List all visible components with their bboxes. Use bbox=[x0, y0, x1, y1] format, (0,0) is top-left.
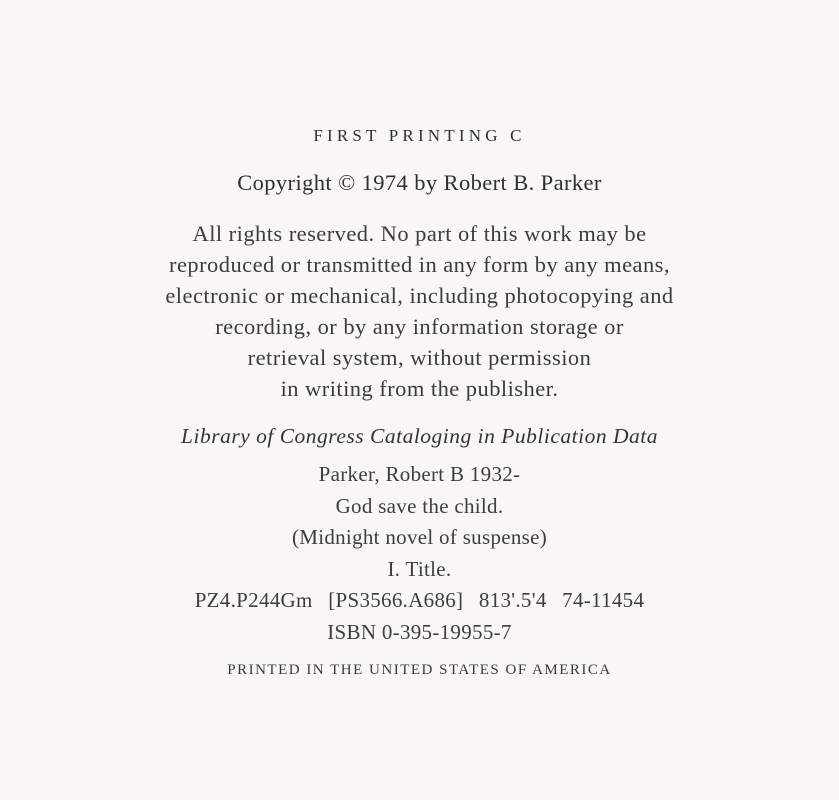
rights-reserved-paragraph bbox=[0, 218, 839, 404]
cataloging-isbn-line: ISBN 0-395-19955-7 bbox=[327, 619, 512, 644]
rights-line: electronic or mechanical, including photocopying and bbox=[165, 283, 674, 308]
first-printing-line: FIRST PRINTING C bbox=[313, 126, 526, 145]
cataloging-subject-line: I. Title. bbox=[387, 556, 452, 581]
rights-line: recording, or by any information storage or bbox=[215, 314, 624, 339]
copyright-notice: Copyright © 1974 by Robert B. Parker bbox=[237, 170, 602, 195]
rights-line: All rights reserved. No part of this work may be bbox=[192, 221, 647, 246]
rights-line: in writing from the publisher. bbox=[280, 376, 559, 401]
cataloging-classification-line: PZ4.P244Gm [PS3566.A686] 813'.5'4 74-11454 bbox=[194, 588, 645, 612]
cataloging-series-line: (Midnight novel of suspense) bbox=[291, 525, 548, 549]
cataloging-author-line: Parker, Robert B 1932- bbox=[318, 462, 521, 486]
cataloging-heading: Library of Congress Cataloging in Publication Data bbox=[181, 424, 658, 448]
printed-in-line: PRINTED IN THE UNITED STATES OF AMERICA bbox=[227, 662, 612, 678]
cataloging-data-block bbox=[0, 459, 839, 648]
rights-line: retrieval system, without permission bbox=[247, 345, 592, 370]
cataloging-title-line: God save the child. bbox=[335, 493, 504, 518]
rights-line: reproduced or transmitted in any form by any means, bbox=[169, 252, 670, 277]
